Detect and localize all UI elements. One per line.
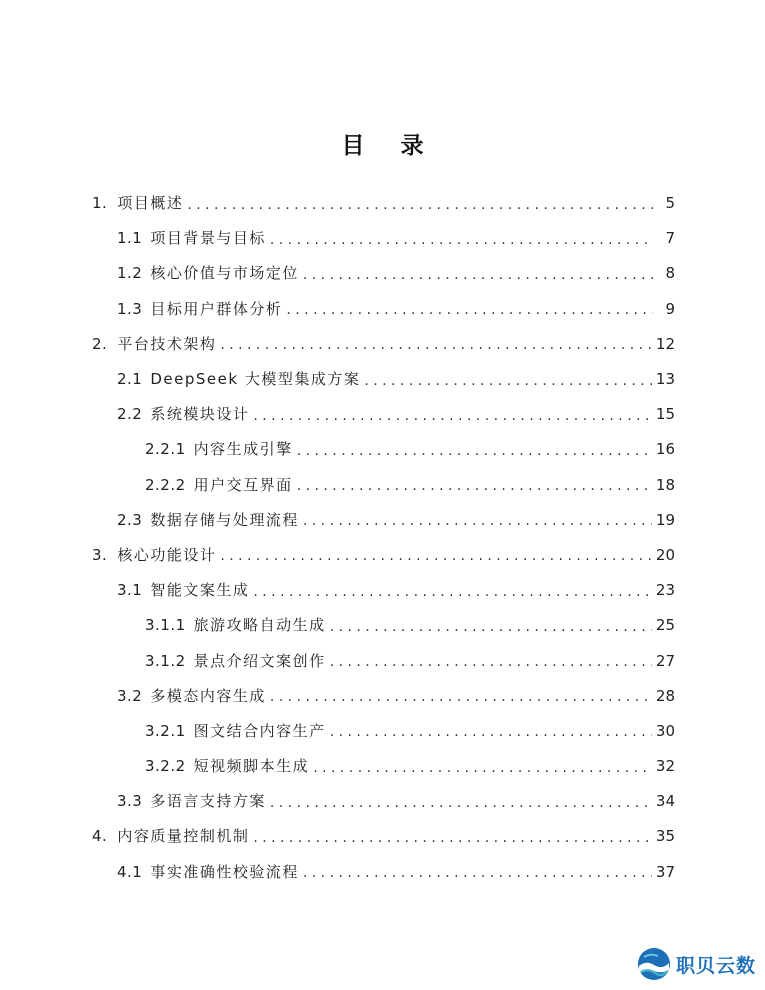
toc-entry-page: 5: [665, 194, 675, 213]
toc-entry-page: 12: [655, 334, 675, 353]
toc-entry-title: 智能文案生成: [150, 581, 250, 600]
toc-entry[interactable]: [92, 643, 675, 678]
toc-entry-title: 旅游攻略自动生成: [193, 616, 326, 635]
toc-entry-number: 1.2: [117, 264, 143, 283]
toc-entry[interactable]: [92, 749, 675, 784]
toc-dot-leader: [220, 338, 652, 352]
toc-dot-leader: [187, 198, 653, 212]
toc-dot-leader: [253, 831, 652, 845]
toc-entry[interactable]: [92, 503, 675, 538]
toc-entry-number: 2.2.1: [145, 440, 186, 459]
toc-entry[interactable]: [92, 221, 675, 256]
toc-entry-page: 34: [655, 792, 675, 811]
toc-entry[interactable]: [92, 362, 675, 397]
toc-dot-leader: [270, 233, 653, 247]
toc-entry-number: 2.1: [117, 370, 143, 389]
toc-entry-number: 3.2.1: [145, 721, 186, 740]
toc-entry-title: 多模态内容生成: [150, 686, 266, 705]
toc-entry[interactable]: [92, 819, 675, 854]
toc-entry-page: 13: [655, 370, 675, 389]
toc-dot-leader: [330, 655, 652, 669]
toc-entry-number: 3.1.1: [145, 616, 186, 635]
toc-entry-title: 多语言支持方案: [150, 792, 266, 811]
toc-dot-leader: [297, 444, 652, 458]
toc-entry-title: 核心功能设计: [117, 545, 217, 564]
toc-entry-page: 30: [655, 721, 675, 740]
toc-entry-number: 4.: [92, 827, 108, 846]
toc-entry-number: 3.1: [117, 581, 143, 600]
toc-entry-number: 3.2: [117, 686, 143, 705]
toc-dot-leader: [253, 409, 652, 423]
toc-entry[interactable]: [92, 397, 675, 432]
toc-dot-leader: [220, 549, 652, 563]
toc-entry-number: 1.3: [117, 299, 143, 318]
toc-entry-page: 28: [655, 686, 675, 705]
toc-dot-leader: [286, 303, 653, 317]
toc-entry-page: 23: [655, 581, 675, 600]
toc-entry-page: 7: [665, 229, 675, 248]
toc-entry-page: 25: [655, 616, 675, 635]
toc-entry-title: 系统模块设计: [150, 405, 250, 424]
toc-entry[interactable]: [92, 538, 675, 573]
toc-entry-number: 1.: [92, 194, 108, 213]
toc-entry-page: 19: [655, 510, 675, 529]
toc-dot-leader: [330, 725, 652, 739]
toc-entry-title: 项目概述: [117, 194, 184, 213]
toc-entry-title: DeepSeek 大模型集成方案: [150, 370, 361, 389]
toc-entry[interactable]: [92, 432, 675, 467]
page-title: 目录: [341, 133, 460, 160]
toc-dot-leader: [303, 268, 653, 282]
toc-entry-number: 4.1: [117, 862, 143, 881]
toc-entry[interactable]: [92, 468, 675, 503]
toc-entry-page: 27: [655, 651, 675, 670]
brand-name: 职贝云数: [676, 954, 757, 977]
wave-globe-icon: [636, 946, 672, 982]
toc-entry-number: 1.1: [117, 229, 143, 248]
toc-entry-number: 2.3: [117, 510, 143, 529]
toc-entry-number: 2.2.2: [145, 475, 186, 494]
toc-entry-number: 3.2.2: [145, 757, 186, 776]
toc-entry[interactable]: [92, 256, 675, 291]
toc-entry-title: 图文结合内容生产: [193, 721, 326, 740]
toc-entry-title: 项目背景与目标: [150, 229, 266, 248]
toc-dot-leader: [313, 761, 652, 775]
toc-entry[interactable]: [92, 186, 675, 221]
toc-dot-leader: [253, 585, 652, 599]
toc-entry-title: 内容生成引擎: [193, 440, 293, 459]
toc-entry[interactable]: [92, 679, 675, 714]
toc-entry-number: 3.: [92, 545, 108, 564]
toc-entry-number: 3.1.2: [145, 651, 186, 670]
toc-entry-page: 9: [665, 299, 675, 318]
toc-entry-title: 景点介绍文案创作: [193, 651, 326, 670]
toc-entry-number: 2.2: [117, 405, 143, 424]
toc-entry-page: 35: [655, 827, 675, 846]
toc-dot-leader: [270, 690, 652, 704]
toc-entry-page: 15: [655, 405, 675, 424]
toc-entry[interactable]: [92, 608, 675, 643]
toc-entry[interactable]: [92, 784, 675, 819]
toc-dot-leader: [303, 866, 652, 880]
toc-dot-leader: [270, 796, 652, 810]
toc-entry-title: 事实准确性校验流程: [150, 862, 299, 881]
toc-entry[interactable]: [92, 573, 675, 608]
toc-entry-number: 3.3: [117, 792, 143, 811]
toc-entry[interactable]: [92, 327, 675, 362]
brand-logo: [636, 944, 760, 984]
toc-entry-page: 16: [655, 440, 675, 459]
toc-entry[interactable]: [92, 855, 675, 890]
toc-dot-leader: [303, 514, 652, 528]
toc-entry-page: 8: [665, 264, 675, 283]
toc-entry-title: 目标用户群体分析: [150, 299, 283, 318]
toc-entry-title: 用户交互界面: [193, 475, 293, 494]
toc-entry-page: 37: [655, 862, 675, 881]
toc-entry-page: 20: [655, 545, 675, 564]
toc-entry-title: 数据存储与处理流程: [150, 510, 299, 529]
toc-entry-title: 平台技术架构: [117, 334, 217, 353]
toc-entry-title: 短视频脚本生成: [193, 757, 310, 776]
toc-entry[interactable]: [92, 714, 675, 749]
toc-entry-page: 32: [655, 757, 675, 776]
toc-entry-number: 2.: [92, 334, 108, 353]
toc-dot-leader: [297, 479, 652, 493]
table-of-contents: [92, 186, 675, 890]
toc-entry-title: 内容质量控制机制: [117, 827, 250, 846]
toc-entry-title: 核心价值与市场定位: [150, 264, 299, 283]
toc-entry[interactable]: [92, 292, 675, 327]
toc-entry-page: 18: [655, 475, 675, 494]
toc-dot-leader: [330, 620, 652, 634]
toc-dot-leader: [364, 374, 652, 388]
